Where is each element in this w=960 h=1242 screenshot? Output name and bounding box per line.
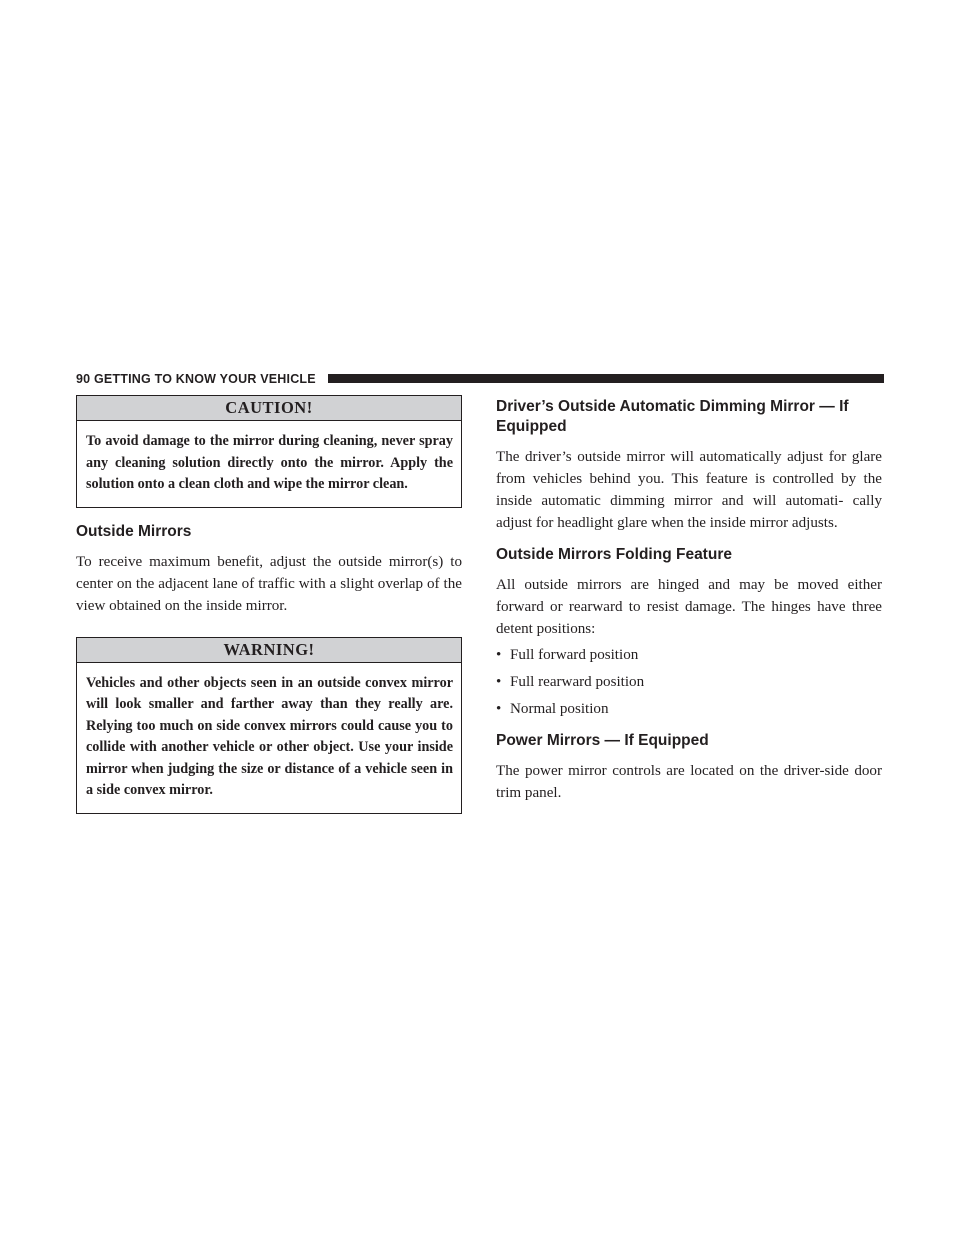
list-item [496,698,882,720]
power-mirrors-text: The power mirror controls are located on the driver-side door trim panel. [496,763,882,801]
caution-box [76,395,462,508]
outside-mirrors-heading: Outside Mirrors [76,522,192,540]
list-item-text: Full rearward position [510,674,645,690]
caution-title: CAUTION! [77,396,461,421]
outside-mirrors-text: To receive maximum benefit, adjust the outside mirror(s) to center on the adjacent lane of traffic with a slight overlap of the view obtained on the inside mirror. [76,553,462,614]
right-column [496,395,882,804]
folding-feature-text: All outside mirrors are hinged and may be moved either forward or rearward to resist damage. The hinges have three detent positions: [496,577,882,637]
warning-title: WARNING! [77,638,461,663]
page-header [76,370,884,388]
bullet-icon: • [496,701,502,717]
bullet-icon: • [496,647,502,663]
warning-box [76,637,462,814]
left-column [76,395,462,814]
list-item-text: Full forward position [510,647,639,663]
detent-positions-list [496,644,882,720]
bullet-icon: • [496,674,502,690]
page-number-label: 90 GETTING TO KNOW YOUR VEHICLE [76,372,316,386]
caution-body: To avoid damage to the mirror during cleaning, never spray any cleaning solution directly onto the mirror. Apply the solution onto a clean cloth and wipe the mirror clean. [86,433,453,492]
power-mirrors-heading: Power Mirrors — If Equipped [496,732,709,749]
list-item [496,671,882,693]
list-item-text: Normal position [510,701,609,717]
folding-feature-heading: Outside Mirrors Folding Feature [496,546,732,563]
dimming-mirror-heading: Driver’s Outside Automatic Dimming Mirror — If Equipped [496,398,849,435]
dimming-mirror-text: The driver’s outside mirror will automatically adjust for glare from vehicles behind you. This feature is controlled by the inside automatic dimming mirror and will automati- cally adjust for headlight glare when the inside mirror adjusts. [496,449,882,531]
header-rule [328,374,884,383]
list-item [496,644,882,666]
warning-body: Vehicles and other objects seen in an outside convex mirror will look smaller and farther away than they really are. Relying too much on side convex mirrors could cause you to collide with another vehicle or other object. Use your inside mirror when judging the size or distance of a vehicle seen in a side convex mirror. [86,674,453,798]
